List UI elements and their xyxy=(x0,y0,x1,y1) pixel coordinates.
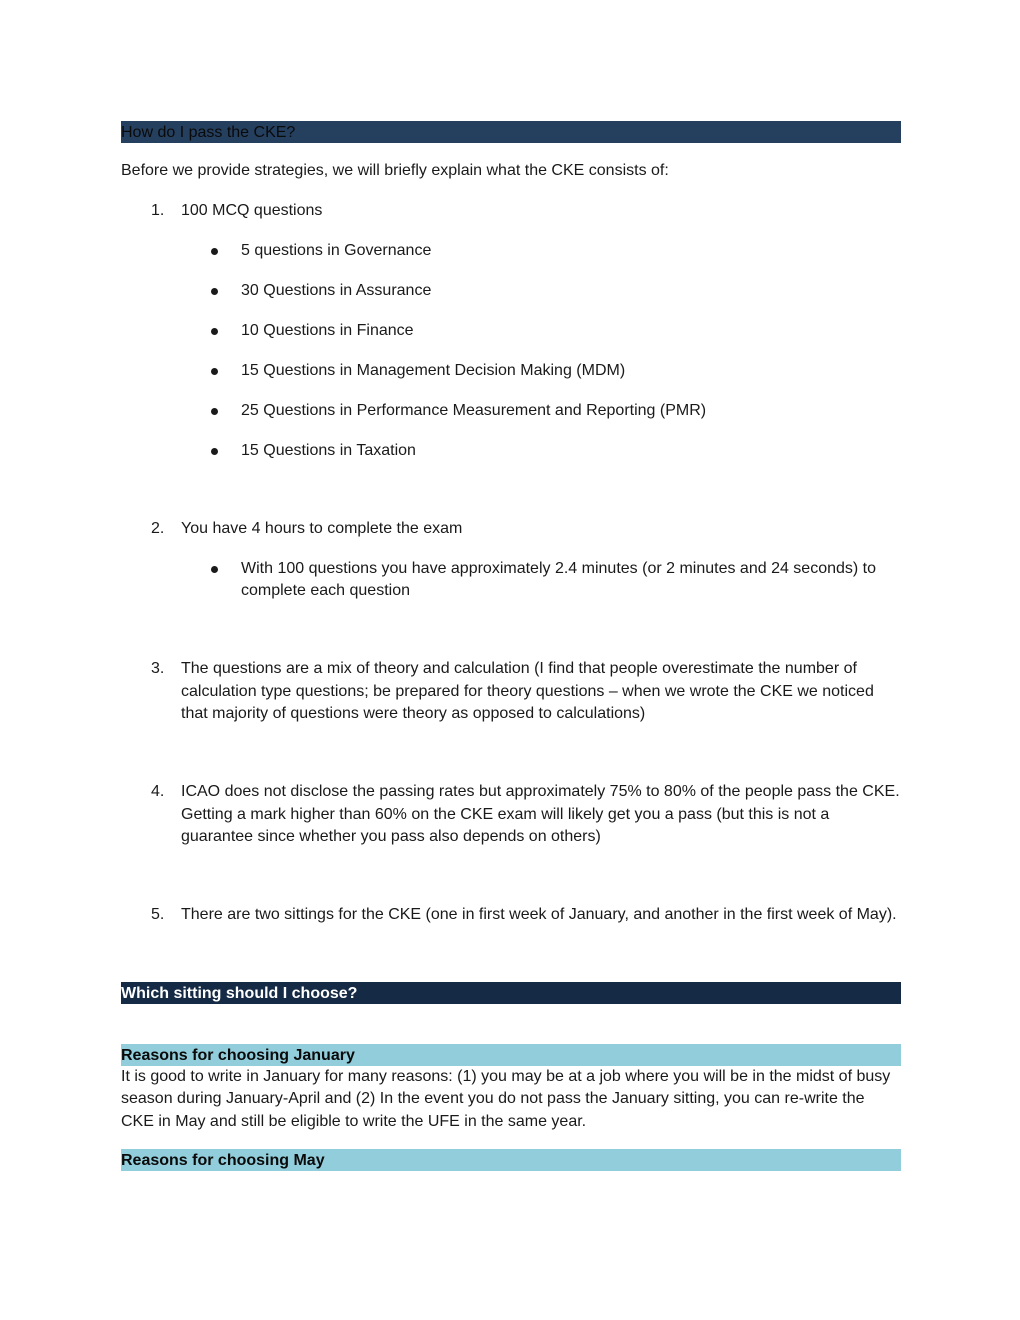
january-paragraph: It is good to write in January for many reasons: (1) you may be at a job where you will be in the midst of busy season during January-April and (2) In the event you do not pass the January sitting, you can re-write the CKE in May and still be eligible to write the UFE in the same year. xyxy=(121,1067,891,1130)
list-item-3 xyxy=(121,658,901,726)
bullet-icon xyxy=(211,328,218,335)
list-number: 5. xyxy=(151,906,165,923)
subheading-january: Reasons for choosing January xyxy=(121,1044,901,1066)
list-item-2 xyxy=(121,518,901,541)
bullet-item xyxy=(121,280,901,303)
list-number: 4. xyxy=(151,783,165,800)
list-item-1 xyxy=(121,200,901,223)
bullet-item xyxy=(121,240,901,263)
document-page xyxy=(121,121,901,1171)
bullet-item xyxy=(121,360,901,383)
bullet-text: With 100 questions you have approximately 2.4 minutes (or 2 minutes and 24 seconds) to complete each question xyxy=(241,559,877,599)
list-item-text: ICAO does not disclose the passing rates but approximately 75% to 80% of the people pass the CKE. Getting a mark higher than 60% on the CKE exam will likely get you a pass (but this is not a guarantee since whether you pass also depends on others) xyxy=(181,783,900,845)
list-item-text: The questions are a mix of theory and calculation (I find that people overestimate the number of calculation type questions; be prepared for theory questions – when we wrote the CKE we noticed that majority of questions were theory as opposed to calculations) xyxy=(181,660,874,722)
bullet-item xyxy=(121,558,901,603)
bullet-text: 30 Questions in Assurance xyxy=(241,281,432,299)
bullet-icon xyxy=(211,248,218,255)
list-number: 3. xyxy=(151,660,165,677)
bullet-text: 15 Questions in Management Decision Making (MDM) xyxy=(241,361,626,379)
list-number: 1. xyxy=(151,201,165,219)
list-item-4 xyxy=(121,781,901,849)
bullet-text: 5 questions in Governance xyxy=(241,241,432,259)
section-heading-which-sitting: Which sitting should I choose? xyxy=(121,982,901,1004)
list-item-5 xyxy=(121,904,901,927)
bullet-item xyxy=(121,320,901,343)
bullet-text: 15 Questions in Taxation xyxy=(241,441,416,459)
bullet-icon xyxy=(211,448,218,455)
bullet-icon xyxy=(211,368,218,375)
section-heading-how-to-pass: How do I pass the CKE? xyxy=(121,121,901,143)
subheading-may: Reasons for choosing May xyxy=(121,1149,901,1171)
bullet-icon xyxy=(211,288,218,295)
list-number: 2. xyxy=(151,519,165,537)
bullet-item xyxy=(121,400,901,423)
list-item-text: You have 4 hours to complete the exam xyxy=(181,519,463,537)
bullet-item xyxy=(121,440,901,463)
intro-paragraph: Before we provide strategies, we will briefly explain what the CKE consists of: xyxy=(121,162,669,179)
bullet-text: 10 Questions in Finance xyxy=(241,321,414,339)
list-item-text: There are two sittings for the CKE (one in first week of January, and another in the first week of May). xyxy=(181,906,897,923)
bullet-icon xyxy=(211,566,218,573)
bullet-icon xyxy=(211,408,218,415)
list-item-text: 100 MCQ questions xyxy=(181,201,323,219)
bullet-text: 25 Questions in Performance Measurement and Reporting (PMR) xyxy=(241,401,707,419)
